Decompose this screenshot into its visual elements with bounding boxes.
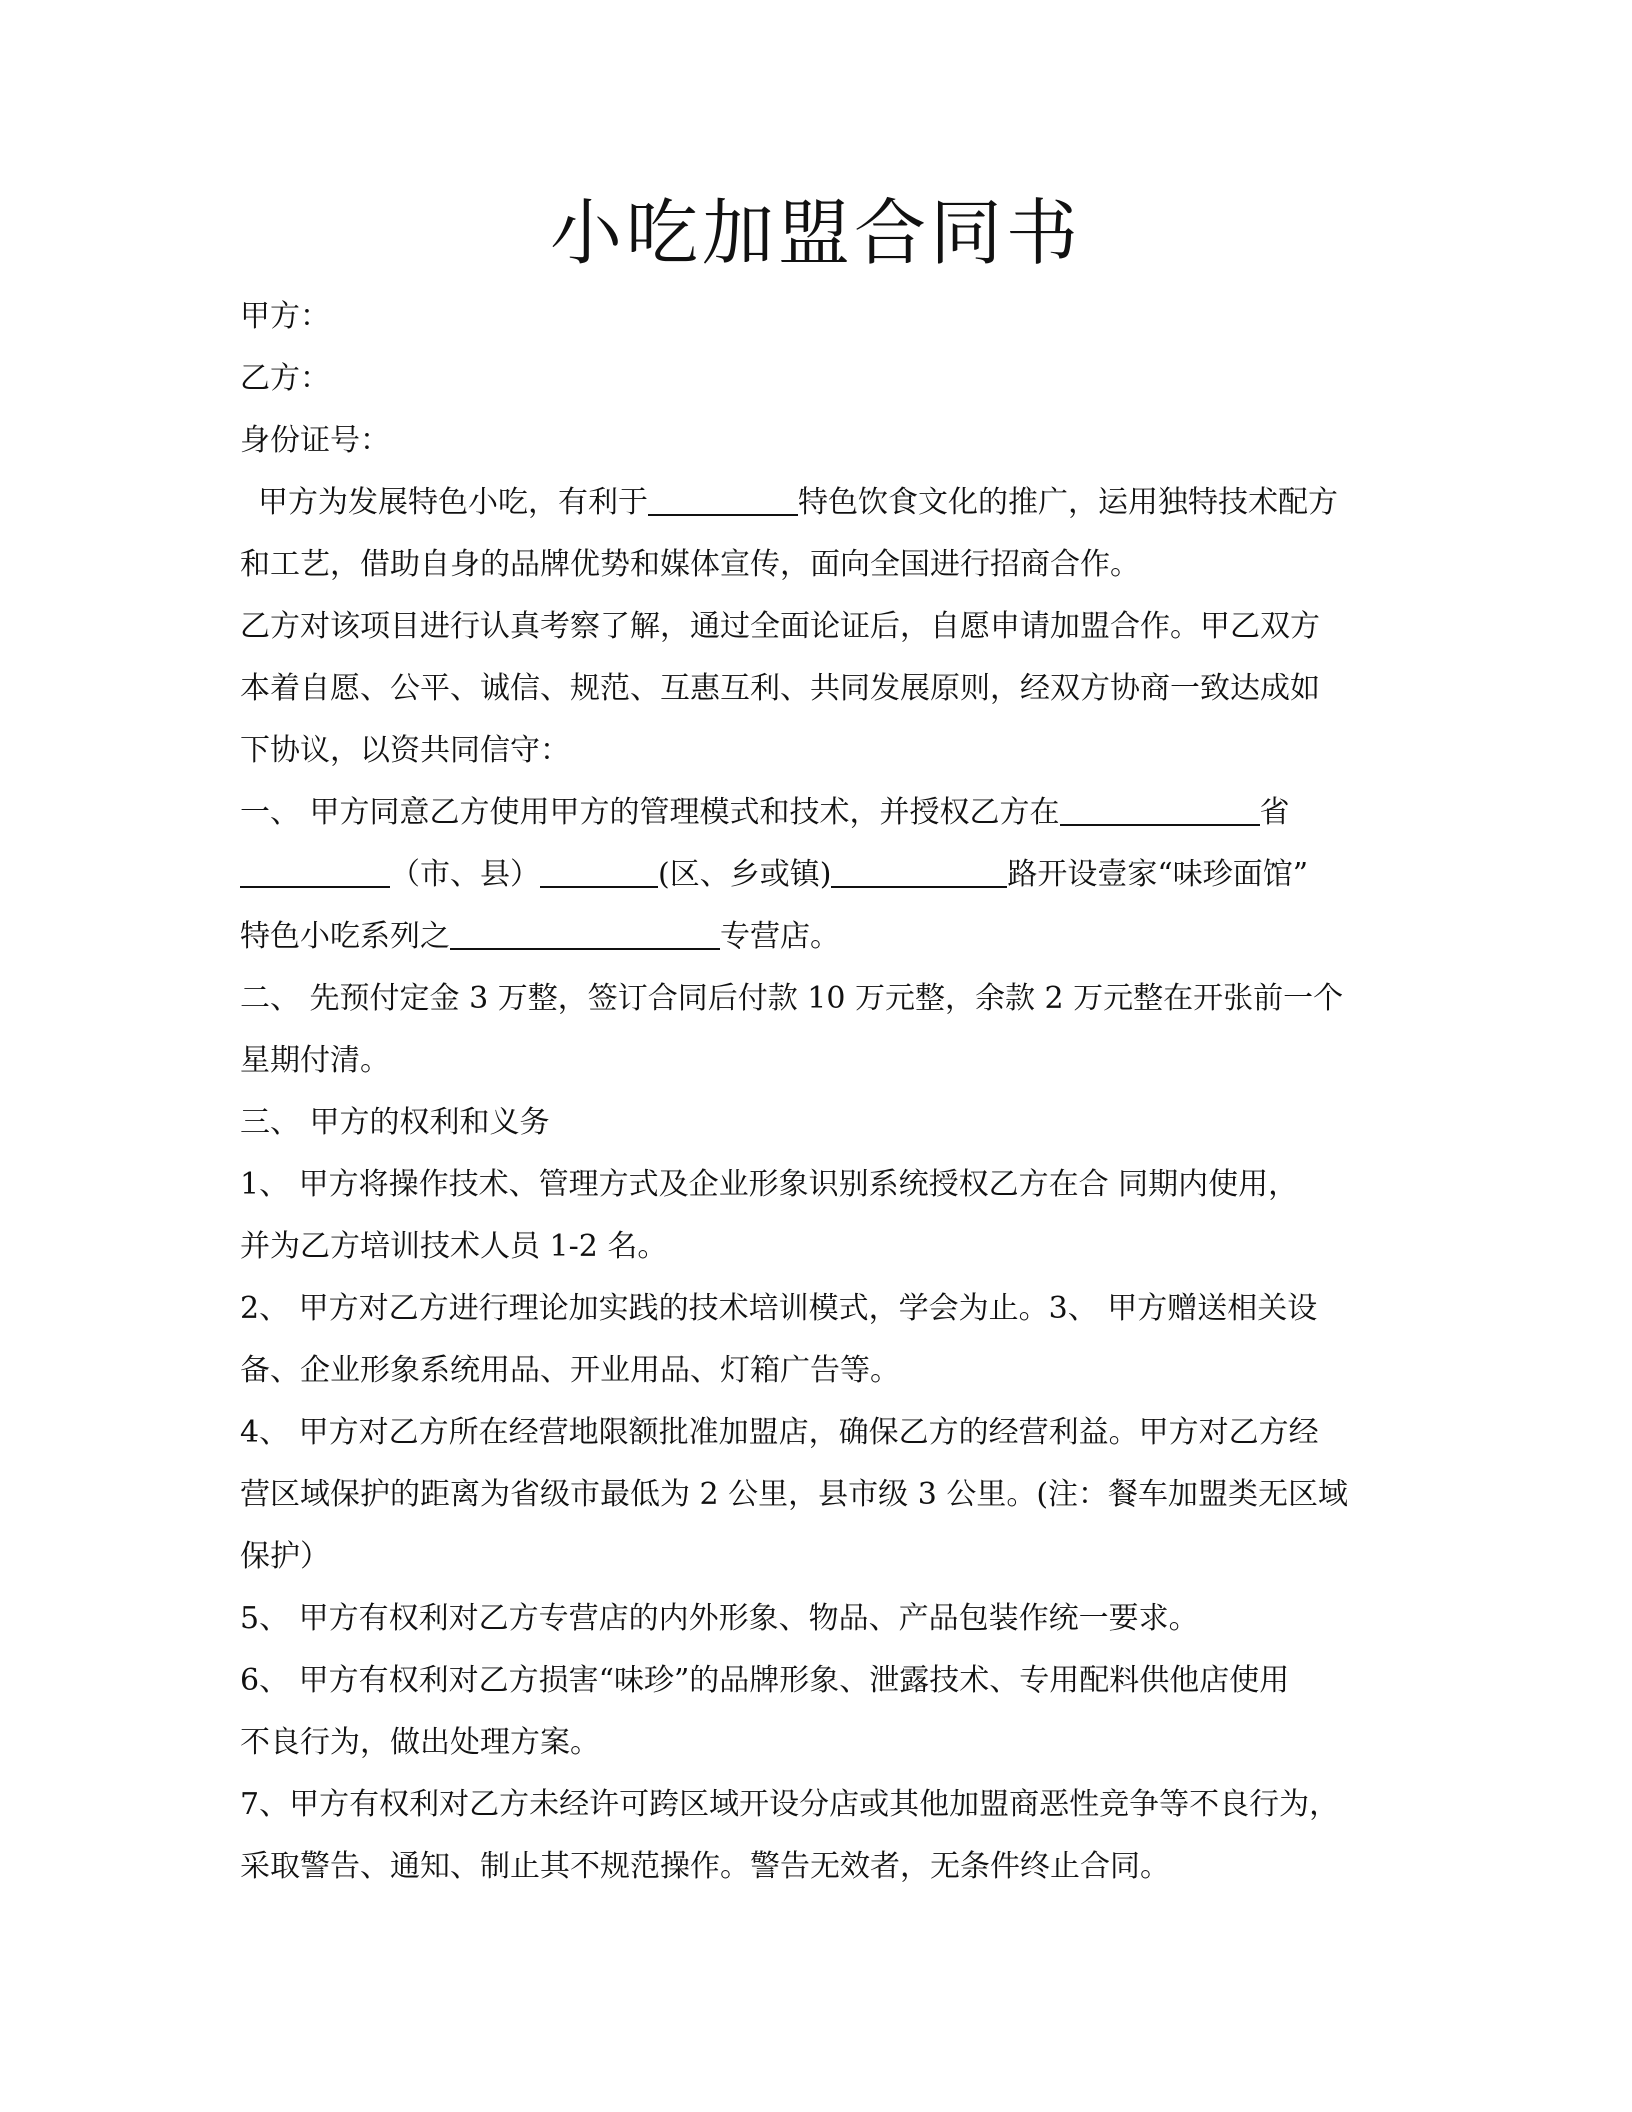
clause-1-text-2a: （市、县） [390, 857, 540, 892]
clause-2-line-2: 星期付清。 [240, 1043, 390, 1078]
clause-3-item-6-line-2: 不良行为，做出处理方案。 [240, 1725, 600, 1760]
clause-3-item-5-line-1: 5、 甲方有权利对乙方专营店的内外形象、物品、产品包装作统一要求。 [240, 1601, 1199, 1636]
document-body [240, 286, 1390, 1898]
clause-1-line-2 [240, 844, 1390, 906]
party-b-line: 乙方： [240, 361, 330, 396]
document-title: 小吃加盟合同书 [549, 191, 1082, 275]
clause-3-item-1-line-2: 并为乙方培训技术人员 1-2 名。 [240, 1229, 668, 1264]
clause-3-item-2-line-1: 2、 甲方对乙方进行理论加实践的技术培训模式，学会为止。3、 甲方赠送相关设 [240, 1291, 1318, 1326]
road-blank [831, 856, 1007, 888]
store-blank [450, 918, 720, 950]
clause-1-text-2c: 路开设壹家“味珍面馆” [1007, 857, 1309, 892]
intro-line-3: 乙方对该项目进行认真考察了解，通过全面论证后，自愿申请加盟合作。甲乙双方 [240, 609, 1320, 644]
clause-3-item-7-line-2: 采取警告、通知、制止其不规范操作。警告无效者，无条件终止合同。 [240, 1849, 1170, 1884]
intro-line-4: 本着自愿、公平、诚信、规范、互惠互利、共同发展原则，经双方协商一致达成如 [240, 671, 1320, 706]
city-blank [648, 484, 798, 516]
clause-3-item-4-line-2: 营区域保护的距离为省级市最低为 2 公里，县市级 3 公里。(注：餐车加盟类无区域 [240, 1477, 1349, 1512]
clause-3-item-4-line-1: 4、 甲方对乙方所在经营地限额批准加盟店，确保乙方的经营利益。甲方对乙方经 [240, 1415, 1319, 1450]
clause-3-item-2-line-2: 备、企业形象系统用品、开业用品、灯箱广告等。 [240, 1353, 900, 1388]
clause-3-item-4-line-3: 保护） [240, 1539, 330, 1574]
clause-1-line-3 [240, 906, 1390, 968]
intro-line-1 [240, 472, 1390, 534]
clause-1-text-3a: 特色小吃系列之 [240, 919, 450, 954]
clause-1-text-3b: 专营店。 [720, 919, 840, 954]
intro-text-1b: 特色饮食文化的推广，运用独特技术配方 [798, 485, 1338, 520]
clause-3-heading: 三、 甲方的权利和义务 [240, 1105, 550, 1140]
intro-line-2: 和工艺，借助自身的品牌优势和媒体宣传，面向全国进行招商合作。 [240, 547, 1140, 582]
party-a-line: 甲方： [240, 299, 330, 334]
id-number-line: 身份证号： [240, 423, 390, 458]
clause-1-line-1 [240, 782, 1390, 844]
clause-1-text-1a: 一、 甲方同意乙方使用甲方的管理模式和技术，并授权乙方在 [240, 795, 1060, 830]
clause-2-line-1: 二、 先预付定金 3 万整，签订合同后付款 10 万元整，余款 2 万元整在开张前一个 [240, 981, 1344, 1016]
clause-1-text-2b: (区、乡或镇) [658, 857, 832, 892]
clause-3-item-6-line-1: 6、 甲方有权利对乙方损害“味珍”的品牌形象、泄露技术、专用配料供他店使用 [240, 1663, 1290, 1698]
intro-line-5: 下协议，以资共同信守： [240, 733, 570, 768]
city-county-blank [240, 856, 390, 888]
intro-text-1a: 甲方为发展特色小吃，有利于 [258, 485, 648, 520]
province-blank [1060, 794, 1260, 826]
clause-3-item-1-line-1: 1、 甲方将操作技术、管理方式及企业形象识别系统授权乙方在合 同期内使用， [240, 1167, 1299, 1202]
district-blank [540, 856, 658, 888]
clause-1-text-1b: 省 [1259, 795, 1290, 830]
clause-3-item-7-line-1: 7、甲方有权利对乙方未经许可跨区域开设分店或其他加盟商恶性竞争等不良行为， [240, 1787, 1340, 1822]
